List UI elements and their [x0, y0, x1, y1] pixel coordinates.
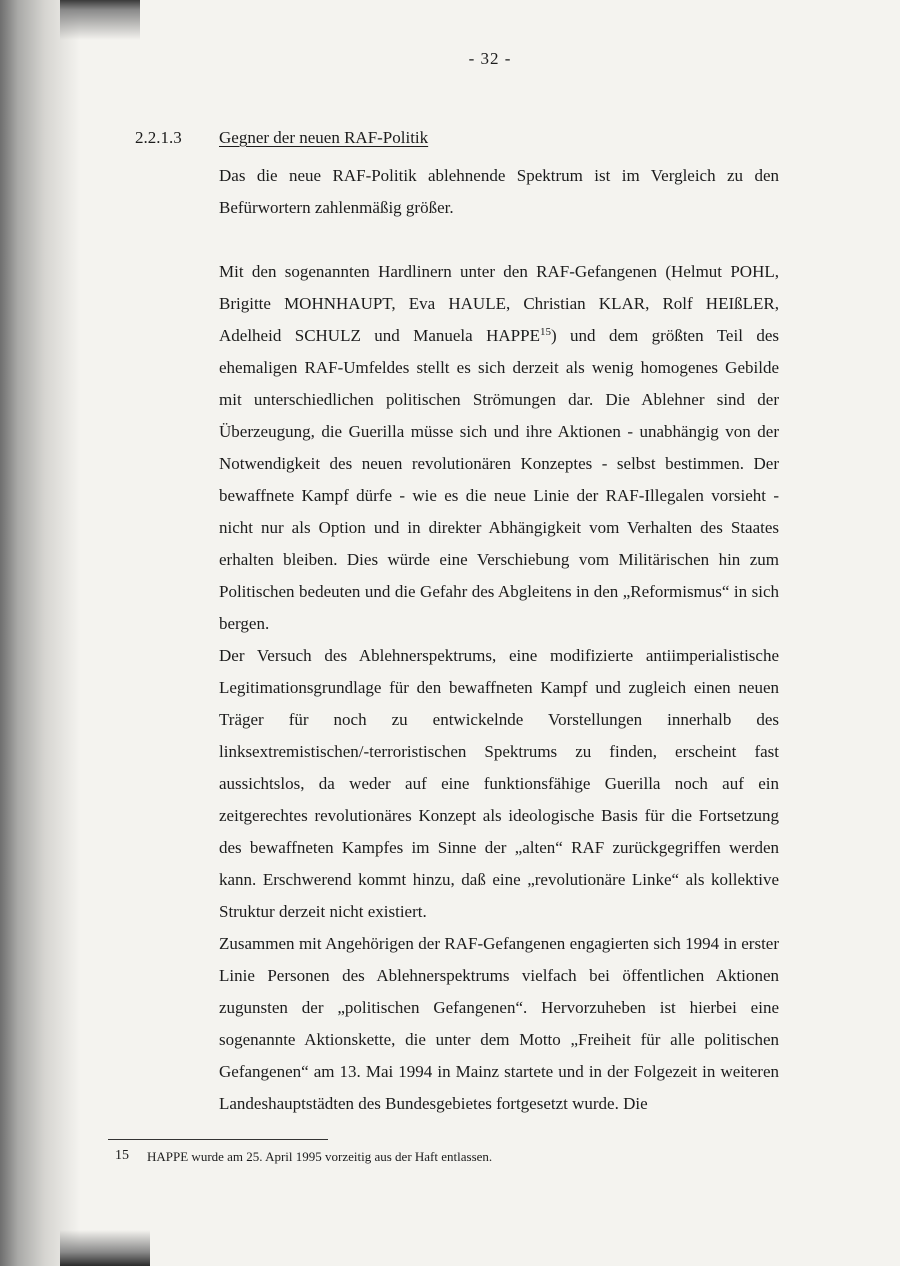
- scan-edge-bottom: [60, 1230, 150, 1266]
- scan-edge-top: [60, 0, 140, 40]
- paragraph-hardliners-end: ) und dem größten Teil des ehemaligen RAF-Umfeldes stellt es sich derzeit als wenig homogenes Gebilde mit unterschiedlichen politischen Strömungen dar. Die Ablehner sind der Überzeugung, die Guerilla müsse sich und ihre Aktionen - unabhängig von der Notwendigkeit des neuen revolutionären Konzeptes - selbst bestimmen. Der bewaffnete Kampf dürfe - wie es die neue Linie der RAF-Illegalen vorsieht - nicht nur als Option und in direkter Abhängigkeit vom Verhalten des Staates erhalten bleiben. Dies würde eine Verschiebung vom Militärischen hin zum Politischen bedeuten und die Gefahr des Abgleitens in den „Reformismus“ in sich bergen.: [219, 326, 779, 633]
- section-number: 2.2.1.3: [135, 128, 182, 147]
- scan-shadow: [0, 0, 80, 1266]
- footnote-text: HAPPE wurde am 25. April 1995 vorzeitig aus der Haft entlassen.: [147, 1149, 493, 1164]
- paragraph-intro: Das die neue RAF-Politik ablehnende Spektrum ist im Vergleich zu den Befürwortern zahlenmäßig größer.: [219, 166, 779, 217]
- paragraph-aktionen: Zusammen mit Angehörigen der RAF-Gefangenen engagierten sich 1994 in erster Linie Personen des Ablehnerspektrums vielfach bei öffentlichen Aktionen zugunsten der „politischen Gefangenen“. Hervorzuheben ist hierbei eine sogenannte Aktionskette, die unter dem Motto „Freiheit für alle politischen Gefangenen“ am 13. Mai 1994 in Mainz startete und in der Folgezeit in weiteren Landeshauptstädten des Bundesgebietes fortgesetzt wurde. Die: [219, 934, 779, 1113]
- footnote-number: 15: [115, 1148, 129, 1163]
- paragraph-ablehner: Der Versuch des Ablehnerspektrums, eine modifizierte antiimperialistische Legitimationsgrundlage für den bewaffneten Kampf und zugleich einen neuen Träger für noch zu entwickelnde Vorstellungen innerhalb des linksextremistischen/-terroristischen Spektrums zu finden, erscheint fast aussichtslos, da weder auf eine funktionsfähige Guerilla noch auf ein zeitgerechtes revolutionäres Konzept als ideologische Basis für die Fortsetzung des bewaffneten Kampfes im Sinne der „alten“ RAF zurückgegriffen werden kann. Erschwerend kommt hinzu, daß eine „revolutionäre Linke“ als kollektive Struktur derzeit nicht existiert.: [219, 646, 779, 921]
- footnote-reference: 15: [539, 326, 551, 338]
- page-number: - 32 -: [468, 49, 512, 68]
- paragraph-hardliners-start: Mit den sogenannten Hardlinern unter den RAF-Gefangenen (Helmut POHL, Brigitte MOHNHAUPT, Eva HAULE, Christian KLAR, Rolf HEIßLER, Adelheid SCHULZ und Manuela HAPPE: [219, 262, 779, 345]
- footnote-divider: [108, 1139, 328, 1140]
- body-text: [219, 160, 779, 1120]
- section-title: Gegner der neuen RAF-Politik: [219, 128, 429, 147]
- paragraph-hardliners: [219, 256, 779, 640]
